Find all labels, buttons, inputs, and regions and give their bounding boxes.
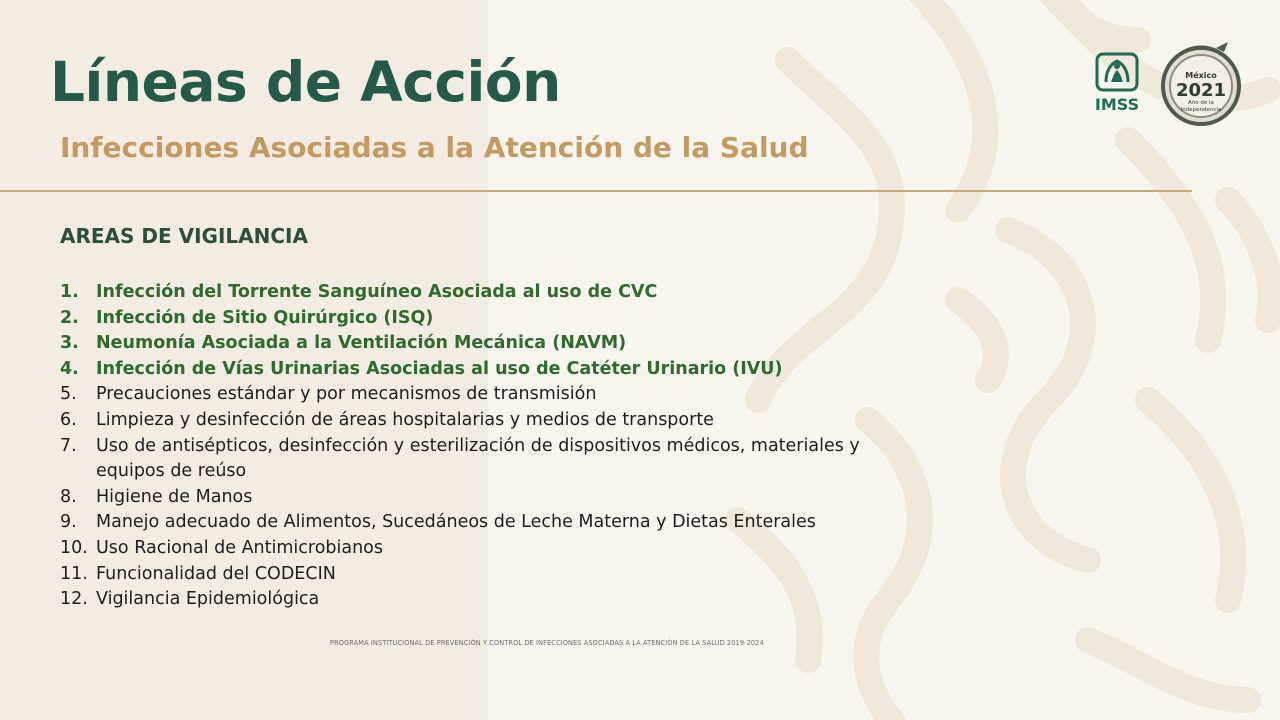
- list-item-text: Higiene de Manos: [96, 486, 253, 507]
- list-item: [60, 587, 920, 613]
- footer-program-note: PROGRAMA INSTITUCIONAL DE PREVENCIÓN Y CONTROL DE INFECCIONES ASOCIADAS A LA ATENCIÓN DE LA SALUD 2019-2024: [330, 639, 764, 647]
- vigilance-areas-list: [60, 280, 920, 613]
- list-item-text: Infección de Vías Urinarias Asociadas al uso de Catéter Urinario (IVU): [96, 358, 783, 379]
- list-item: [60, 510, 920, 536]
- list-item-number: 1.: [60, 282, 79, 302]
- list-item: [60, 357, 920, 383]
- list-item-text: Vigilancia Epidemiológica: [96, 589, 320, 610]
- list-item-text: Neumonía Asociada a la Ventilación Mecánica (NAVM): [96, 333, 627, 354]
- list-item: [60, 536, 920, 562]
- section-heading: AREAS DE VIGILANCIA: [60, 224, 308, 248]
- list-item-text: Infección del Torrente Sanguíneo Asociada al uso de CVC: [96, 282, 658, 302]
- list-item: [60, 306, 920, 332]
- list-item: [60, 434, 920, 485]
- list-item-number: 7.: [60, 435, 77, 456]
- slide-title: Líneas de Acción: [50, 50, 561, 114]
- list-item: [60, 562, 920, 588]
- list-item-number: 9.: [60, 512, 77, 533]
- list-item-number: 12.: [60, 589, 88, 610]
- list-item-number: 6.: [60, 409, 77, 430]
- imss-logo-icon: [1089, 52, 1145, 116]
- slide-subtitle: Infecciones Asociadas a la Atención de la Salud: [60, 131, 809, 164]
- list-item-text: Limpieza y desinfección de áreas hospitalarias y medios de transporte: [96, 409, 714, 430]
- list-item-number: 4.: [60, 358, 79, 379]
- list-item-text: Manejo adecuado de Alimentos, Sucedáneos de Leche Materna y Dietas Enterales: [96, 512, 816, 533]
- list-item-number: 11.: [60, 563, 88, 584]
- emblem-line-3: Año de la: [1188, 100, 1214, 106]
- list-item: [60, 485, 920, 511]
- list-item-number: 2.: [60, 307, 79, 328]
- emblem-year: 2021: [1175, 80, 1227, 101]
- list-item-text: Precauciones estándar y por mecanismos de transmisión: [96, 384, 597, 405]
- list-item-number: 5.: [60, 384, 77, 405]
- imss-logo-text: IMSS: [1094, 95, 1140, 114]
- mexico-2021-emblem-icon: [1158, 38, 1244, 130]
- list-item-text: Uso de antisépticos, desinfección y esterilización de dispositivos médicos, materiales y equipos de reúso: [96, 435, 860, 482]
- emblem-line-1: México: [1185, 71, 1217, 80]
- list-item: [60, 280, 920, 306]
- list-item-number: 3.: [60, 333, 79, 354]
- list-item-number: 10.: [60, 537, 88, 558]
- list-item: [60, 408, 920, 434]
- list-item: [60, 382, 920, 408]
- list-item-text: Infección de Sitio Quirúrgico (ISQ): [96, 307, 434, 328]
- list-item-text: Uso Racional de Antimicrobianos: [96, 537, 384, 558]
- header-divider: [0, 190, 1192, 192]
- list-item-text: Funcionalidad del CODECIN: [96, 563, 336, 584]
- list-item: [60, 331, 920, 357]
- list-item-number: 8.: [60, 486, 77, 507]
- emblem-line-4: Independencia: [1180, 107, 1222, 113]
